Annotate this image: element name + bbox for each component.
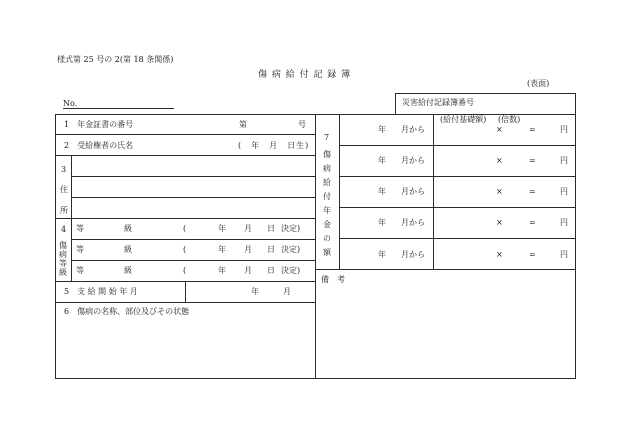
address-char-1: 住	[60, 185, 68, 194]
grade-row-3-day: 日	[267, 266, 275, 275]
beneficiary-name-label: 2 受給権者の氏名	[64, 141, 134, 150]
pension-row-2-times: ×	[496, 156, 503, 165]
beneficiary-birthdate: ( 年 月 日生)	[238, 141, 310, 150]
address-num: 3	[61, 165, 67, 174]
record-box-right	[575, 93, 576, 114]
pension-cert-go: 号	[298, 120, 306, 129]
pension-row-1-month: 月から	[401, 125, 425, 134]
left-row-sep-1	[55, 134, 315, 135]
pension-amount-label-divider	[339, 114, 340, 270]
pension-row-3-month: 月から	[401, 187, 425, 196]
pension-row-4-month: 月から	[401, 218, 425, 227]
pension-row-1-eq: =	[529, 125, 536, 134]
grade-vertical-1: 傷	[59, 241, 67, 250]
pension-vertical-3: 給	[323, 178, 331, 187]
grade-num: 4	[61, 225, 67, 234]
grade-line-2	[71, 260, 315, 261]
address-label-divider	[71, 155, 72, 218]
grade-vertical-4: 級	[59, 268, 67, 277]
injury-description-label: 6 傷病の名称、部位及びその状態	[64, 307, 190, 316]
pension-vertical-8: 額	[323, 248, 331, 257]
grade-row-2-kyu: 級	[124, 245, 132, 254]
pension-row-1-yen: 円	[560, 125, 568, 134]
grade-row-1-paren: (	[183, 224, 187, 233]
pension-amount-num: 7	[324, 133, 330, 142]
pension-bottom	[315, 269, 575, 270]
grade-row-1-day: 日	[267, 224, 275, 233]
grade-row-1-month: 月	[244, 224, 252, 233]
left-row-sep-3	[55, 218, 315, 219]
form-number-label: 様式第 25 号の 2(第 18 条関係)	[57, 55, 174, 64]
address-line-2	[71, 197, 315, 198]
pension-row-2-eq: =	[529, 156, 536, 165]
record-box-left	[395, 93, 396, 114]
pension-vertical-6: 金	[323, 220, 331, 229]
pension-row-3-yen: 円	[560, 187, 568, 196]
pension-cert-dai: 第	[239, 120, 247, 129]
pension-row-4-eq: =	[529, 218, 536, 227]
pension-row-sep-1	[339, 145, 575, 146]
pension-row-1-year: 年	[378, 125, 386, 134]
no-label: No.	[63, 99, 78, 108]
pension-row-4-year: 年	[378, 218, 386, 227]
pension-row-4-yen: 円	[560, 218, 568, 227]
pension-row-sep-3	[339, 207, 575, 208]
left-row-sep-2	[55, 155, 315, 156]
grade-row-2-tou: 等	[76, 245, 84, 254]
pension-col-days-label: (倍数)	[498, 115, 521, 124]
pension-row-2-month: 月から	[401, 156, 425, 165]
grade-row-3-kyu: 級	[124, 266, 132, 275]
grade-row-1-tou: 等	[76, 224, 84, 233]
pension-vertical-1: 傷	[323, 150, 331, 159]
remarks-label: 備 考	[321, 275, 345, 284]
pension-row-sep-2	[339, 176, 575, 177]
pension-row-5-year: 年	[378, 250, 386, 259]
grade-row-2-year: 年	[218, 245, 226, 254]
pension-col-base-label: (給付基礎額)	[440, 115, 487, 124]
address-line-1	[71, 176, 315, 177]
payment-start-divider	[185, 281, 186, 302]
pension-vertical-4: 付	[323, 192, 331, 201]
grade-row-3-tou: 等	[76, 266, 84, 275]
grade-row-2-kettei: 決定)	[281, 245, 301, 254]
address-char-2: 所	[60, 206, 68, 215]
grade-row-2-day: 日	[267, 245, 275, 254]
left-row-sep-5	[55, 302, 315, 303]
payment-start-year: 年	[251, 287, 259, 296]
pension-row-5-month: 月から	[401, 250, 425, 259]
grade-row-2-paren: (	[183, 245, 187, 254]
grade-label-divider	[71, 218, 72, 281]
grade-row-1-year: 年	[218, 224, 226, 233]
grade-row-2-month: 月	[244, 245, 252, 254]
pension-row-3-year: 年	[378, 187, 386, 196]
pension-row-sep-4	[339, 238, 575, 239]
pension-row-4-times: ×	[496, 218, 503, 227]
grade-row-3-year: 年	[218, 266, 226, 275]
side-label: (表面)	[527, 79, 550, 88]
pension-row-5-times: ×	[496, 250, 503, 259]
pension-vertical-7: の	[323, 234, 331, 243]
pension-row-3-times: ×	[496, 187, 503, 196]
grade-row-3-paren: (	[183, 266, 187, 275]
frame-left	[55, 114, 56, 379]
record-box-top	[395, 93, 576, 94]
pension-row-2-yen: 円	[560, 156, 568, 165]
no-underline	[63, 108, 174, 109]
pension-row-5-eq: =	[529, 250, 536, 259]
grade-row-1-kettei: 決定)	[281, 224, 301, 233]
grade-row-1-kyu: 級	[124, 224, 132, 233]
frame-center	[315, 114, 316, 379]
pension-vertical-2: 病	[323, 164, 331, 173]
grade-vertical-3: 等	[59, 259, 67, 268]
pension-amount-base-divider	[433, 114, 434, 270]
grade-line-1	[71, 239, 315, 240]
record-number-label: 災害給付記録簿番号	[402, 98, 474, 107]
pension-row-1-times: ×	[496, 125, 503, 134]
frame-right	[575, 114, 576, 379]
pension-row-3-eq: =	[529, 187, 536, 196]
grade-row-3-month: 月	[244, 266, 252, 275]
page-title: 傷 病 給 付 記 録 簿	[258, 70, 352, 80]
pension-vertical-5: 年	[323, 206, 331, 215]
payment-start-month: 月	[283, 287, 291, 296]
pension-row-2-year: 年	[378, 156, 386, 165]
pension-row-5-yen: 円	[560, 250, 568, 259]
grade-row-3-kettei: 決定)	[281, 266, 301, 275]
payment-start-label: 5 支 給 開 始 年 月	[64, 287, 138, 296]
grade-vertical-2: 病	[59, 250, 67, 259]
pension-cert-number-label: 1 年金証書の番号	[64, 120, 134, 129]
